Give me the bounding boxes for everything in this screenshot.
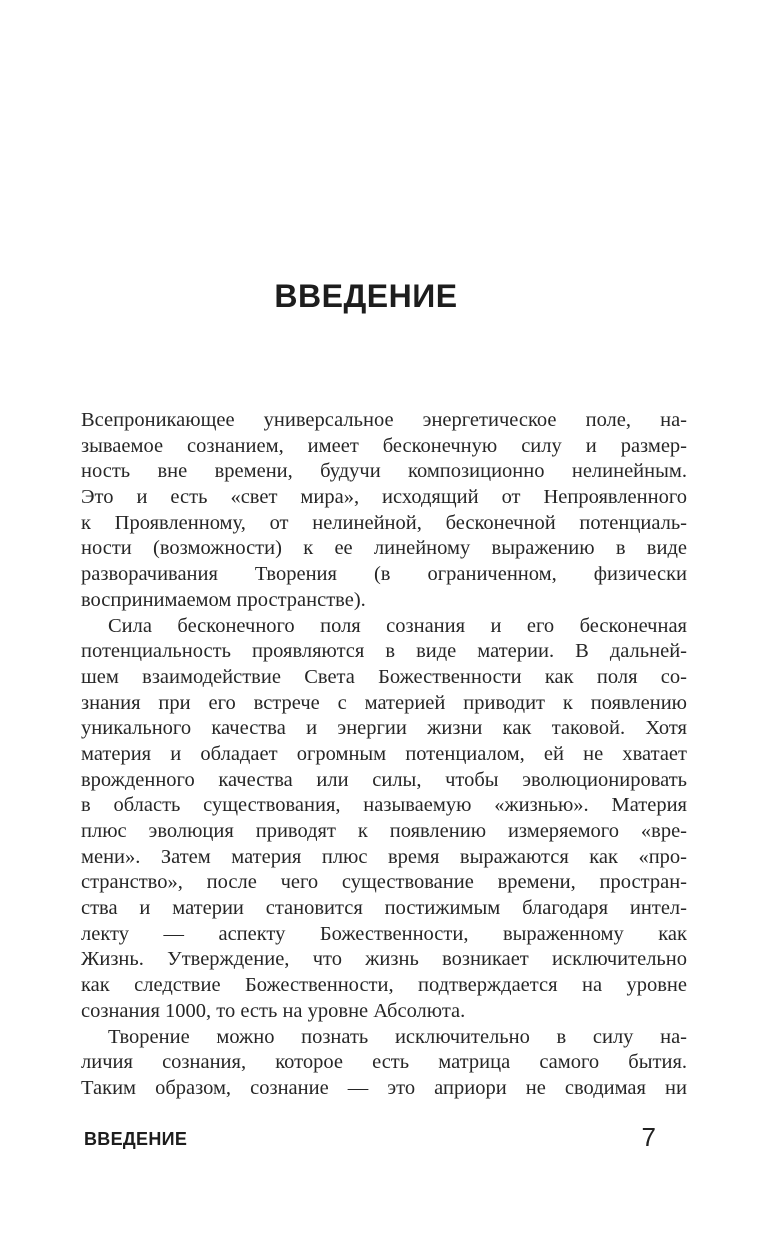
text-line: к Проявленному, от нелинейной, бесконечной потенциаль-: [81, 511, 687, 534]
text-line: Сила бесконечного поля сознания и его бесконечная: [108, 614, 687, 637]
text-line: ности (возможности) к ее линейному выражению в виде: [81, 537, 687, 560]
text-line: уникального качества и энергии жизни как таковой. Хотя: [81, 717, 687, 740]
chapter-title: ВВЕДЕНИЕ: [274, 278, 458, 314]
text-line: Жизнь. Утверждение, что жизнь возникает исключительно: [81, 948, 687, 971]
text-line: воспринимаемом пространстве).: [81, 588, 366, 611]
text-line: Это и есть «свет мира», исходящий от Непроявленного: [81, 486, 687, 509]
text-line: Всепроникающее универсальное энергетическое поле, на-: [81, 409, 687, 431]
text-line: мени». Затем материя плюс время выражаются как «про-: [81, 845, 687, 868]
text-line: ства и материи становится постижимым благодаря интел-: [81, 897, 687, 920]
text-line: разворачивания Творения (в ограниченном, физически: [81, 563, 687, 586]
text-line: знания при его встрече с материей приводит к появлению: [81, 691, 687, 714]
text-line: шем взаимодействие Света Божественности как поля со-: [81, 665, 687, 688]
text-line: зываемое сознанием, имеет бесконечную силу и размер-: [81, 434, 687, 457]
text-line: как следствие Божественности, подтверждается на уровне: [81, 974, 687, 997]
text-line: в область существования, называемую «жизнью». Материя: [81, 794, 687, 817]
text-line: плюс эволюция приводят к появлению измеряемого «вре-: [81, 820, 687, 842]
text-line: врожденного качества или силы, чтобы эволюционировать: [81, 768, 687, 791]
text-line: лекту — аспекту Божественности, выраженному как: [81, 922, 687, 945]
text-line: сознания 1000, то есть на уровне Абсолюта.: [81, 999, 466, 1022]
footer-running-title: ВВЕДЕНИЕ: [84, 1129, 188, 1149]
text-line: Творение можно познать исключительно в силу на-: [108, 1025, 687, 1048]
text-line: личия сознания, которое есть матрица самого бытия.: [81, 1051, 687, 1074]
text-line: ность вне времени, будучи композиционно нелинейным.: [81, 460, 687, 483]
text-line: материя и обладает огромным потенциалом, ей не хватает: [81, 742, 687, 765]
body-text: [81, 408, 687, 1102]
footer-page-number: 7: [641, 1122, 656, 1152]
text-line: Таким образом, сознание — это априори не сводимая ни: [81, 1076, 687, 1099]
text-line: потенциальность проявляются в виде материи. В дальней-: [81, 640, 687, 663]
text-line: странство», после чего существование времени, простран-: [81, 871, 687, 894]
